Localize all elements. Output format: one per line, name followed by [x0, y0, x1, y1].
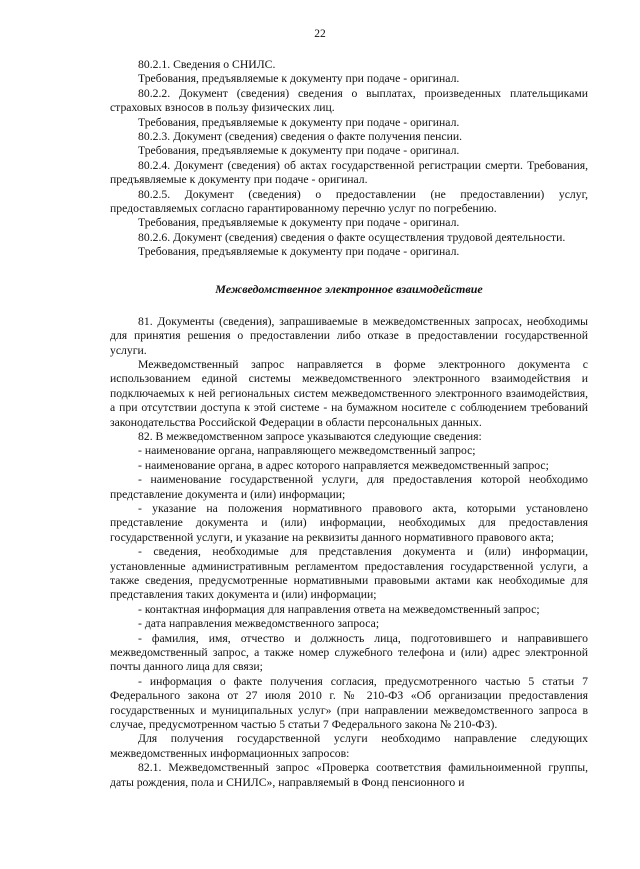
paragraph: 82. В межведомственном запросе указываются следующие сведения: — [138, 429, 482, 443]
list-item: - фамилия, имя, отчество и должность лица, подготовившего и направившего межведомственный запрос, а также номер служебного телефона и (или) адрес электронной почты данного лица для связи; — [110, 631, 588, 674]
paragraph: Требования, предъявляемые к документу при подаче - оригинал. — [138, 144, 460, 158]
paragraph: Межведомственный запрос направляется в форме электронного документа с использованием единой системы межведомственного электронного взаимодействия и подключаемых к ней региональных систем межведомственного электронного взаимодействия, а при отсутствии доступа к этой системе - на бумажном носителе с соблюдением требований законодательства Российской Федерации в области персональных данных. — [110, 357, 588, 429]
paragraph: 80.2.4. Документ (сведения) об актах государственной регистрации смерти. Требования, предъявляемые к документу при подаче - оригинал. — [110, 158, 588, 187]
paragraph: Требования, предъявляемые к документу при подаче - оригинал. — [138, 72, 460, 86]
list-item: - дата направления межведомственного запроса; — [138, 617, 380, 631]
page-number: 22 — [314, 28, 326, 40]
list-item: - информация о факте получения согласия, предусмотренного частью 5 статьи 7 Федерального закона от 27 июля 2010 г. № 210-ФЗ «Об организации предоставления государственных и муниципальных услуг» (при направлении межведомственного запроса в случае, предусмотренном частью 5 статьи 7 Федерального закона № 210-ФЗ). — [110, 674, 588, 732]
paragraph: 80.2.6. Документ (сведения) сведения о факте осуществления трудовой деятельности. — [138, 230, 566, 244]
list-item: - контактная информация для направления ответа на межведомственный запрос; — [138, 602, 540, 616]
section-heading: Межведомственное электронное взаимодействие — [215, 281, 483, 296]
paragraph: 80.2.5. Документ (сведения) о предоставлении (не предоставлении) услуг, предоставляемых согласно гарантированному перечню услуг по погребению. — [110, 187, 588, 216]
list-item: - наименование органа, направляющего межведомственный запрос; — [138, 444, 476, 458]
list-item: - сведения, необходимые для представления документа и (или) информации, установленные административным регламентом предоставления государственной услуги, а также сведения, предусмотренные нормативными правовыми актами как необходимые для представления таких документа и (или) информации; — [110, 545, 588, 602]
list-item: - указание на положения нормативного правового акта, которыми установлено представление документа и (или) информации, необходимых для предоставления государственной услуги, и указание на реквизиты данного нормативного правового акта; — [110, 501, 588, 544]
list-item: - наименование органа, в адрес которого направляется межведомственный запрос; — [138, 458, 549, 472]
paragraph: Требования, предъявляемые к документу при подаче - оригинал. — [138, 115, 460, 129]
requirements-list — [110, 58, 588, 260]
list-item: - наименование государственной услуги, для предоставления которой необходимо представление документа и (или) информации; — [110, 473, 588, 501]
paragraph: Для получения государственной услуги необходимо направление следующих межведомственных информационных запросов: — [110, 732, 588, 760]
paragraph: Требования, предъявляемые к документу при подаче - оригинал. — [138, 216, 460, 230]
interaction-section — [110, 315, 588, 790]
paragraph: 80.2.1. Сведения о СНИЛС. — [138, 58, 276, 71]
paragraph: 80.2.2. Документ (сведения) сведения о выплатах, произведенных плательщиками страховых взносов в пользу физических лиц. — [110, 86, 588, 115]
paragraph: 80.2.3. Документ (сведения) сведения о факте получения пенсии. — [138, 130, 463, 144]
paragraph: Требования, предъявляемые к документу при подаче - оригинал. — [138, 245, 460, 259]
paragraph: 82.1. Межведомственный запрос «Проверка соответствия фамильноименной группы, даты рождения, пола и СНИЛС», направляемый в Фонд пенсионного и — [110, 761, 588, 789]
paragraph: 81. Документы (сведения), запрашиваемые в межведомственных запросах, необходимы для принятия решения о предоставлении либо отказе в предоставлении государственной услуги. — [110, 314, 588, 357]
